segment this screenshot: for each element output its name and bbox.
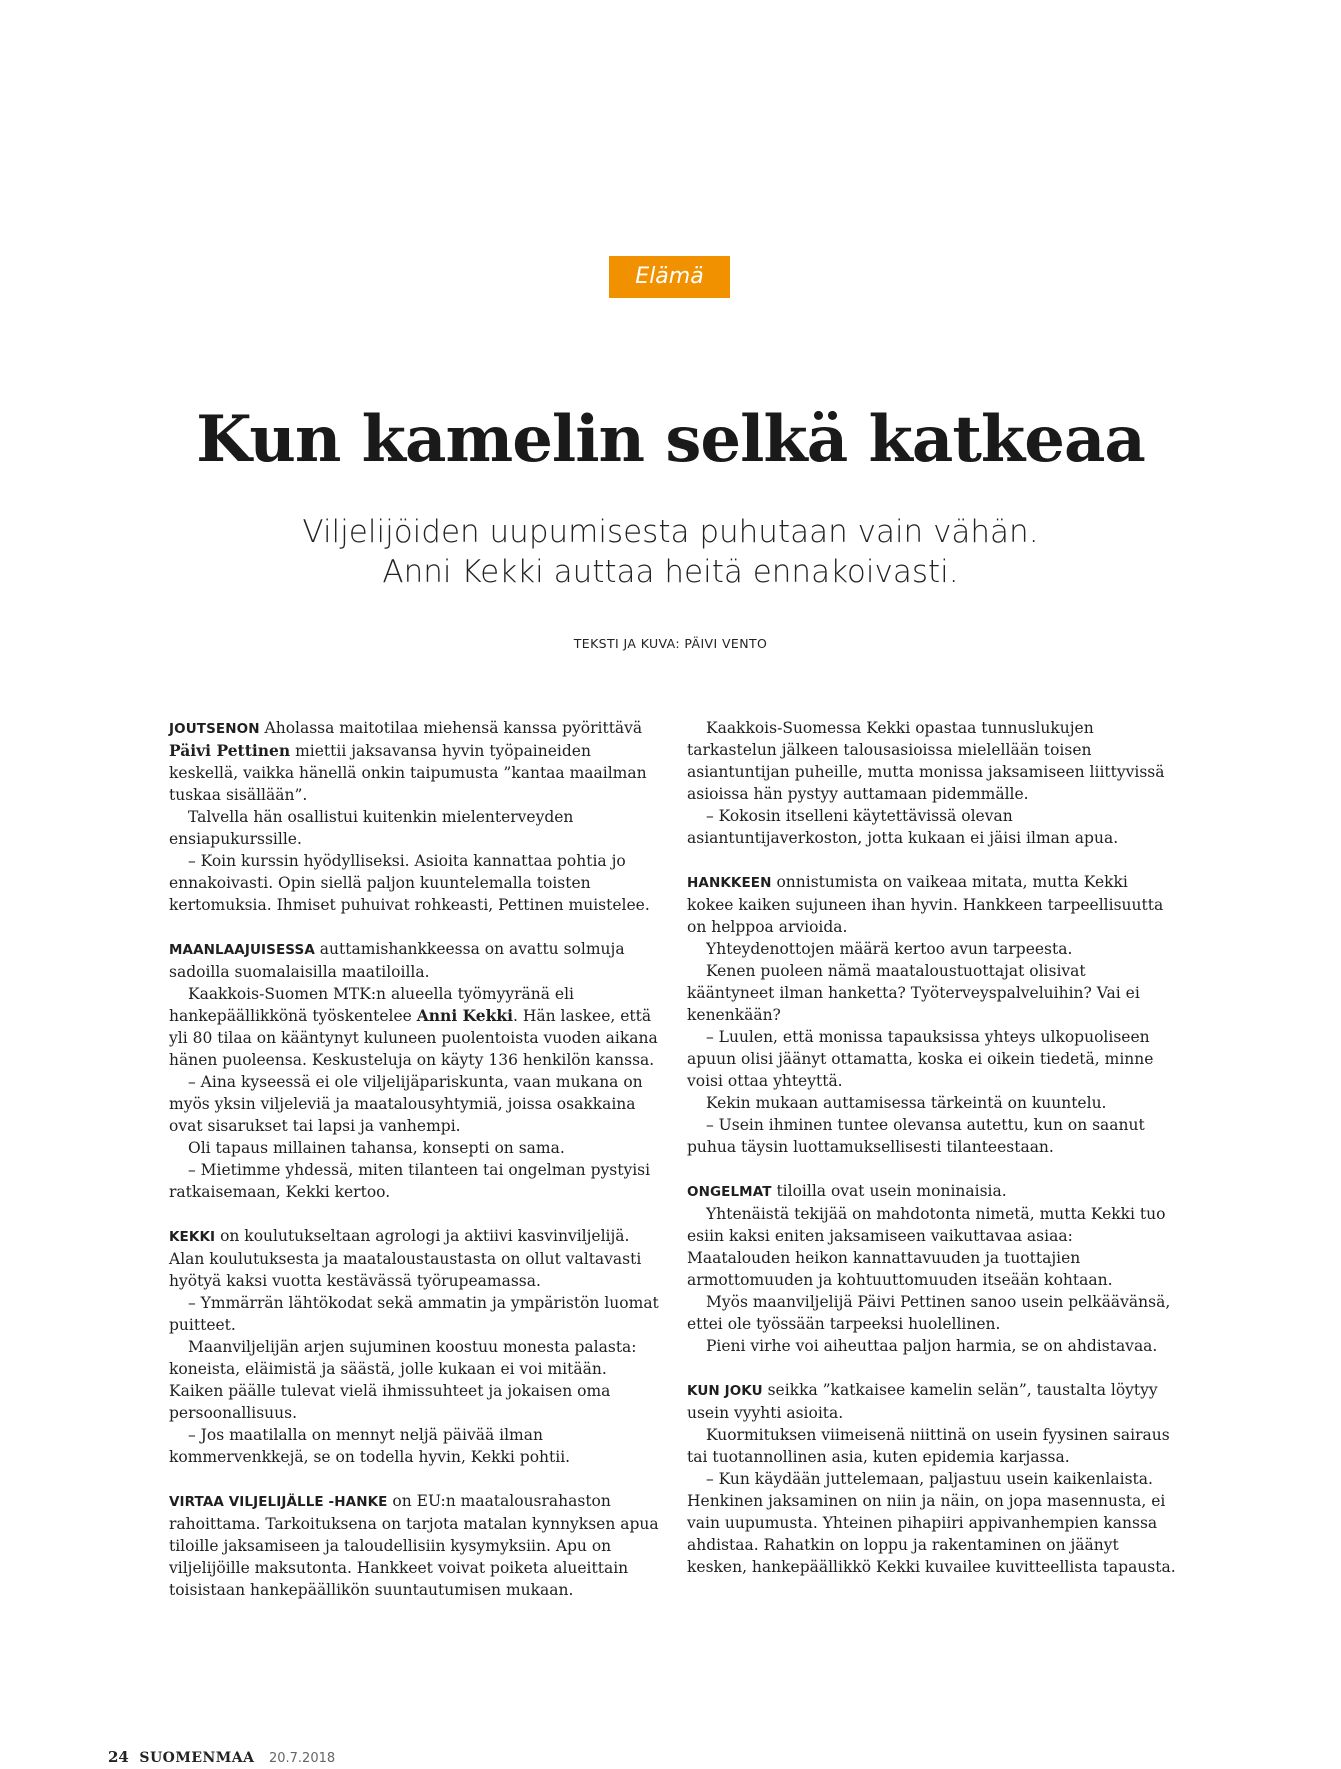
paragraph: Myös maanviljelijä Päivi Pettinen sanoo usein pelkäävänsä, ettei ole työssään tarpeeksi huolellinen. <box>687 1293 1171 1333</box>
kicker: KUN JOKU <box>687 1383 763 1399</box>
headline: Kun kamelin selkä katkeaa <box>196 402 1145 477</box>
paragraph: – Luulen, että monissa tapauksissa yhteys ulkopuoliseen apuun olisi jäänyt ottamatta, koska ei oikein tiedetä, minne voisi ottaa yhteyttä. <box>687 1028 1154 1090</box>
paragraph: Kenen puoleen nämä maataloustuottajat olisivat kääntyneet ilman hanketta? Työterveyspalveluihin? Vai ei kenenkään? <box>687 962 1140 1024</box>
paragraph: – Jos maatilalla on mennyt neljä päivää ilman kommervenkkejä, se on todella hyvin, Kekki pohtii. <box>169 1426 571 1466</box>
paragraph: HANKKEEN onnistumista on vaikeaa mitata, mutta Kekki kokee kaiken sujuneen ihan hyvin. Hankkeen tarpeellisuutta on helppoa arvioida. <box>687 873 1164 936</box>
lead-line-2: Anni Kekki auttaa heitä ennakoivasti. <box>382 554 959 590</box>
paragraph: Kekin mukaan auttamisessa tärkeintä on kuuntelu. <box>706 1094 1107 1112</box>
paragraph: – Ymmärrän lähtökodat sekä ammatin ja ympäristön luomat puitteet. <box>169 1294 659 1334</box>
byline: TEKSTI JA KUVA: PÄIVI VENTO <box>573 636 768 651</box>
kicker: VIRTAA VILJELIJÄLLE -HANKE <box>169 1494 388 1510</box>
paragraph: Yhtenäistä tekijää on mahdotonta nimetä, mutta Kekki tuo esiin kaksi eniten jaksamiseen vaikuttavaa asiaa: Maatalouden heikon kannattavuuden ja tuottajien armottomuuden ja kohtuuttomuuden itseään kohtaan. <box>687 1205 1166 1289</box>
page-number: 24 <box>108 1748 129 1766</box>
paragraph: Talvella hän osallistui kuitenkin mielenterveyden ensiapukurssille. <box>169 808 574 848</box>
lead-line-1: Viljelijöiden uupumisesta puhutaan vain vähän. <box>302 514 1039 550</box>
kicker: MAANLAAJUISESSA <box>169 942 315 958</box>
kicker: JOUTSENON <box>169 721 260 737</box>
paragraph: – Usein ihminen tuntee olevansa autettu, kun on saanut puhua täysin luottamuksellisesti tilanteestaan. <box>687 1116 1145 1156</box>
paragraph: Kaakkois-Suomen MTK:n alueella työmyyränä eli hankepäällikkönä työskentelee Anni Kekki. Hän laskee, että yli 80 tilaa on kääntynyt kuluneen puolentoista vuoden aikana hänen puoleensa. Keskusteluja on käyty 136 henkilön kanssa. <box>169 985 658 1069</box>
section-tag: Elämä <box>609 256 730 298</box>
paragraph: – Kokosin itselleni käytettävissä olevan asiantuntijaverkoston, jotta kukaan ei jäisi ilman apua. <box>687 807 1119 847</box>
paragraph: KEKKI on koulutukseltaan agrologi ja aktiivi kasvinviljelijä. Alan koulutuksesta ja maataloustaustasta on ollut valtavasti hyötyä kaksi vuotta kestävässä työrupeamassa. <box>169 1227 642 1290</box>
paragraph: – Kun käydään juttelemaan, paljastuu usein kaikenlaista. Henkinen jaksaminen on niin ja näin, on jopa masennusta, ei vain uupumusta. Yhteinen pihapiiri appivanhempien kanssa ahdistaa. Rahatkin on loppu ja rakentaminen on jäänyt kesken, hankepäällikkö Kekki kuvailee kuvitteellista tapausta. <box>687 1470 1176 1576</box>
kicker: HANKKEEN <box>687 875 772 891</box>
paragraph: MAANLAAJUISESSA auttamishankkeessa on avattu solmuja sadoilla suomalaisilla maatiloilla. <box>169 940 625 981</box>
paragraph: Maanviljelijän arjen sujuminen koostuu monesta palasta: koneista, eläimistä ja säästä, jolle kukaan ei voi mitään. Kaiken päälle tulevat vielä ihmissuhteet ja jokaisen oma persoonallisuus. <box>169 1338 637 1422</box>
paragraph: Yhteydenottojen määrä kertoo avun tarpeesta. <box>706 940 1073 958</box>
paragraph: JOUTSENON Aholassa maitotilaa miehensä kanssa pyörittävä Päivi Pettinen miettii jaksavansa hyvin työpaineiden keskellä, vaikka hänellä onkin taipumusta ”kantaa maailman tuskaa sisällään”. <box>169 719 647 804</box>
paragraph: – Koin kurssin hyödylliseksi. Asioita kannattaa pohtia jo ennakoivasti. Opin siellä paljon kuuntelemalla toisten kertomuksia. Ihmiset puhuivat rohkeasti, Pettinen muistelee. <box>169 852 650 914</box>
issue-date: 20.7.2018 <box>268 1751 336 1766</box>
magazine-name: SUOMENMAA <box>139 1750 255 1766</box>
paragraph: Pieni virhe voi aiheuttaa paljon harmia, se on ahdistavaa. <box>706 1337 1158 1355</box>
paragraph: KUN JOKU seikka ”katkaisee kamelin selän”, taustalta löytyy usein vyyhti asioita. <box>687 1381 1158 1422</box>
kicker: ONGELMAT <box>687 1184 772 1200</box>
article-column-left <box>169 717 659 1601</box>
paragraph: – Mietimme yhdessä, miten tilanteen tai ongelman pystyisi ratkaisemaan, Kekki kertoo. <box>169 1161 651 1201</box>
paragraph: ONGELMAT tiloilla ovat usein moninaisia. <box>687 1182 1007 1200</box>
kicker: KEKKI <box>169 1229 216 1245</box>
paragraph: VIRTAA VILJELIJÄLLE -HANKE on EU:n maatalousrahaston rahoittama. Tarkoituksena on tarjota matalan kynnyksen apua tiloille jaksamiseen ja taloudellisiin kysymyksiin. Apu on viljelijöille maksutonta. Hankkeet voivat poiketa alueittain toisistaan hankepäällikön suuntautumisen mukaan. <box>169 1492 659 1599</box>
paragraph: Kaakkois-Suomessa Kekki opastaa tunnuslukujen tarkastelun jälkeen talousasioissa mielellään toisen asiantuntijan puheille, mutta monissa jaksamiseen liittyvissä asioissa hän pystyy auttamaan pidemmälle. <box>687 719 1165 803</box>
lead-paragraph <box>0 512 1341 592</box>
article-column-right <box>687 717 1177 1578</box>
paragraph: Kuormituksen viimeisenä niittinä on usein fyysinen sairaus tai tuotannollinen asia, kuten epidemia karjassa. <box>687 1426 1170 1466</box>
person-name: Anni Kekki <box>416 1006 513 1025</box>
page-footer <box>108 1748 335 1766</box>
paragraph: Oli tapaus millainen tahansa, konsepti on sama. <box>188 1139 565 1157</box>
person-name: Päivi Pettinen <box>169 741 291 760</box>
paragraph: – Aina kyseessä ei ole viljelijäpariskunta, vaan mukana on myös yksin viljeleviä ja maatalousyhtymiä, joissa osakkaina ovat sisarukset tai lapsi ja vanhempi. <box>169 1073 643 1135</box>
